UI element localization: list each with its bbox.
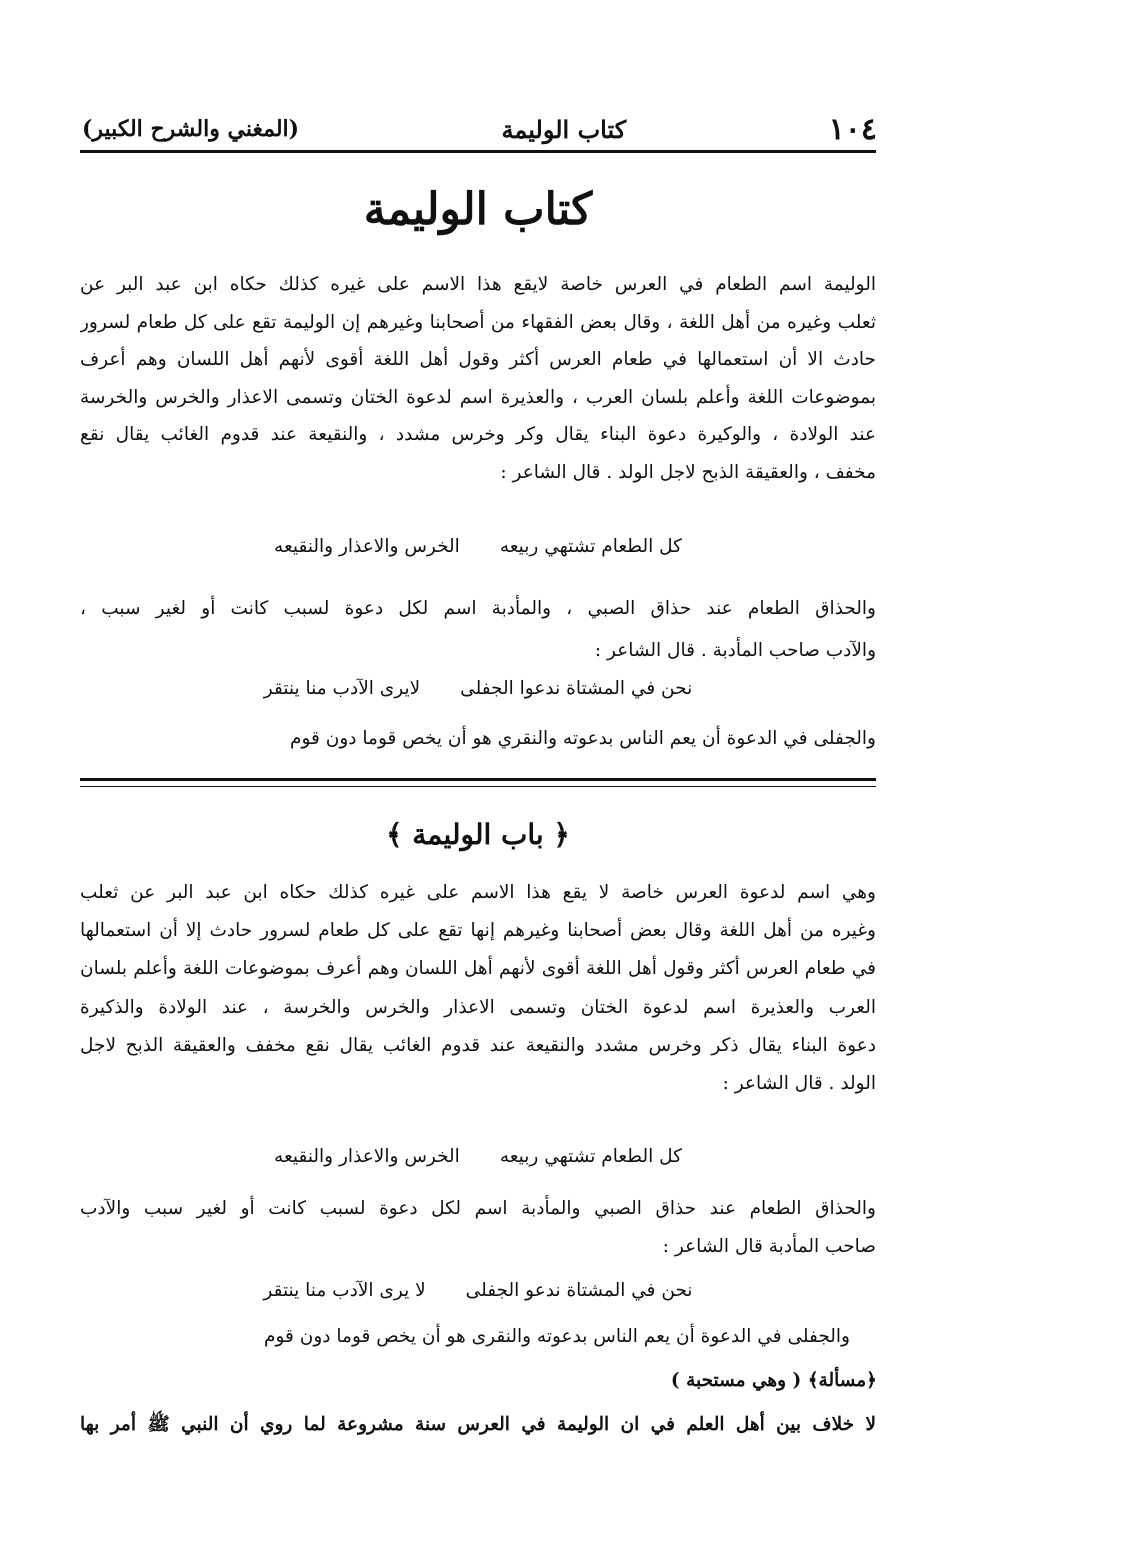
verse-hemistich: نحن في المشتاة ندعو الجفلى (465, 1280, 693, 1301)
running-head-series: (المغني والشرح الكبير) (82, 116, 300, 142)
sharh-verse-1 (80, 1146, 876, 1167)
book-title: كتاب الوليمة (363, 184, 593, 235)
sharh-paragraph-3 (160, 1326, 850, 1347)
mughni-verse-1 (80, 536, 876, 557)
section-divider (80, 778, 876, 781)
text-line: والآدب صاحب المأدبة . قال الشاعر : (594, 640, 876, 661)
section-heading: ﴿ باب الوليمة ﴾ (386, 818, 570, 851)
text-line: ثعلب وغيره من أهل اللغة ، وقال بعض الفقهاء من أصحابنا وغيرهم إن الوليمة تقع على كل طعام لسرور (80, 311, 876, 333)
text-line: والحذاق الطعام عند حذاق الصبي والمأدبة اسم لكل دعوة لسبب كانت أو لغير سبب والآدب (80, 1198, 876, 1219)
text-line: والجفلى في الدعوة أن يعم الناس بدعوته والنقري هو أن يخص قوما دون قوم (290, 728, 876, 749)
text-line: الوليمة اسم الطعام في العرس خاصة لايقع هذا الاسم على غيره كذلك حكاه ابن عبد البر عن (80, 274, 876, 295)
verse-hemistich: لايرى الآدب منا ينتقر (263, 678, 421, 699)
verse-hemistich: لا يرى الآدب منا ينتقر (263, 1280, 426, 1301)
verse-hemistich: كل الطعام تشتهي ربيعه (499, 536, 682, 557)
running-head-title: كتاب الوليمة (501, 114, 627, 144)
text-line: الولد . قال الشاعر : (722, 1073, 876, 1095)
page-number: ١٠٤ (828, 111, 877, 147)
mughni-paragraph-1 (80, 266, 876, 492)
running-head (82, 108, 877, 150)
verse-hemistich: نحن في المشتاة ندعوا الجفلى (460, 678, 693, 699)
verse-hemistich: الخرس والاعذار والنقيعه (274, 1146, 460, 1167)
text-line: وهي اسم لدعوة العرس خاصة لا يقع هذا الاسم على غيره كذلك حكاه ابن عبد البر عن ثعلب (80, 882, 876, 903)
text-line: حادث الا أن استعمالها في طعام العرس أكثر وقول أهل اللغة أقوى لأنهم أهل اللسان وهم أعرف (80, 349, 876, 371)
verse-hemistich: كل الطعام تشتهي ربيعه (499, 1146, 682, 1167)
mughni-paragraph-3 (160, 728, 876, 749)
text-line: والحذاق الطعام عند حذاق الصبي ، والمأدبة اسم لكل دعوة لسبب كانت أو لغير سبب ، (80, 598, 876, 619)
sharh-paragraph-2 (80, 1190, 876, 1266)
text-line: في طعام العرس أكثر وقول أهل اللغة أقوى لأنهم أهل اللسان وهم أعرف بموضوعات اللغة وأعلم بلسان (80, 958, 876, 980)
sharh-verse-2 (80, 1280, 876, 1301)
mughni-verse-2 (80, 678, 876, 699)
text-line: وغيره من أهل اللغة وقال بعض أصحابنا وغيرهم إنها تقع على كل طعام لسرور حادث إلا أن استعمالها (80, 920, 876, 942)
mughni-paragraph-2 (80, 588, 876, 672)
text-line: دعوة البناء يقال ذكر وخرس مشدد والنقيعة عند قدوم الغائب يقال نقع مخفف والعقيقة الذبح لاجل (80, 1034, 876, 1056)
verse-hemistich: الخرس والاعذار والنقيعه (274, 536, 460, 557)
text-line: بموضوعات اللغة وأعلم بلسان العرب ، والعذيرة اسم لدعوة الختان وتسمى الاعذار والخرس والخرسة (80, 386, 876, 408)
masala-heading: ﴿مسألة﴾ ( وهي مستحبة ) (670, 1370, 877, 1391)
final-text-line: لا خلاف بين أهل العلم في ان الوليمة في العرس سنة مشروعة لما روي أن النبي ﷺ أمر بها (80, 1414, 876, 1435)
text-line: والجفلى في الدعوة أن يعم الناس بدعوته والنقرى هو أن يخص قوما دون قوم (264, 1326, 850, 1347)
text-line: العرب والعذيرة اسم لدعوة الختان وتسمى الاعذار والخرس والخرسة ، عند الولادة والذكيرة (80, 996, 876, 1018)
section-divider-thin (80, 786, 876, 787)
sharh-paragraph-1 (80, 874, 876, 1103)
header-rule (80, 150, 876, 153)
text-line: صاحب المأدبة قال الشاعر : (662, 1236, 876, 1257)
text-line: عند الولادة ، والوكيرة دعوة البناء يقال وكر وخرس مشدد ، والنقيعة عند قدوم الغائب يقال نقع (80, 424, 876, 446)
text-line: مخفف ، والعقيقة الذبح لاجل الولد . قال الشاعر : (500, 461, 876, 483)
